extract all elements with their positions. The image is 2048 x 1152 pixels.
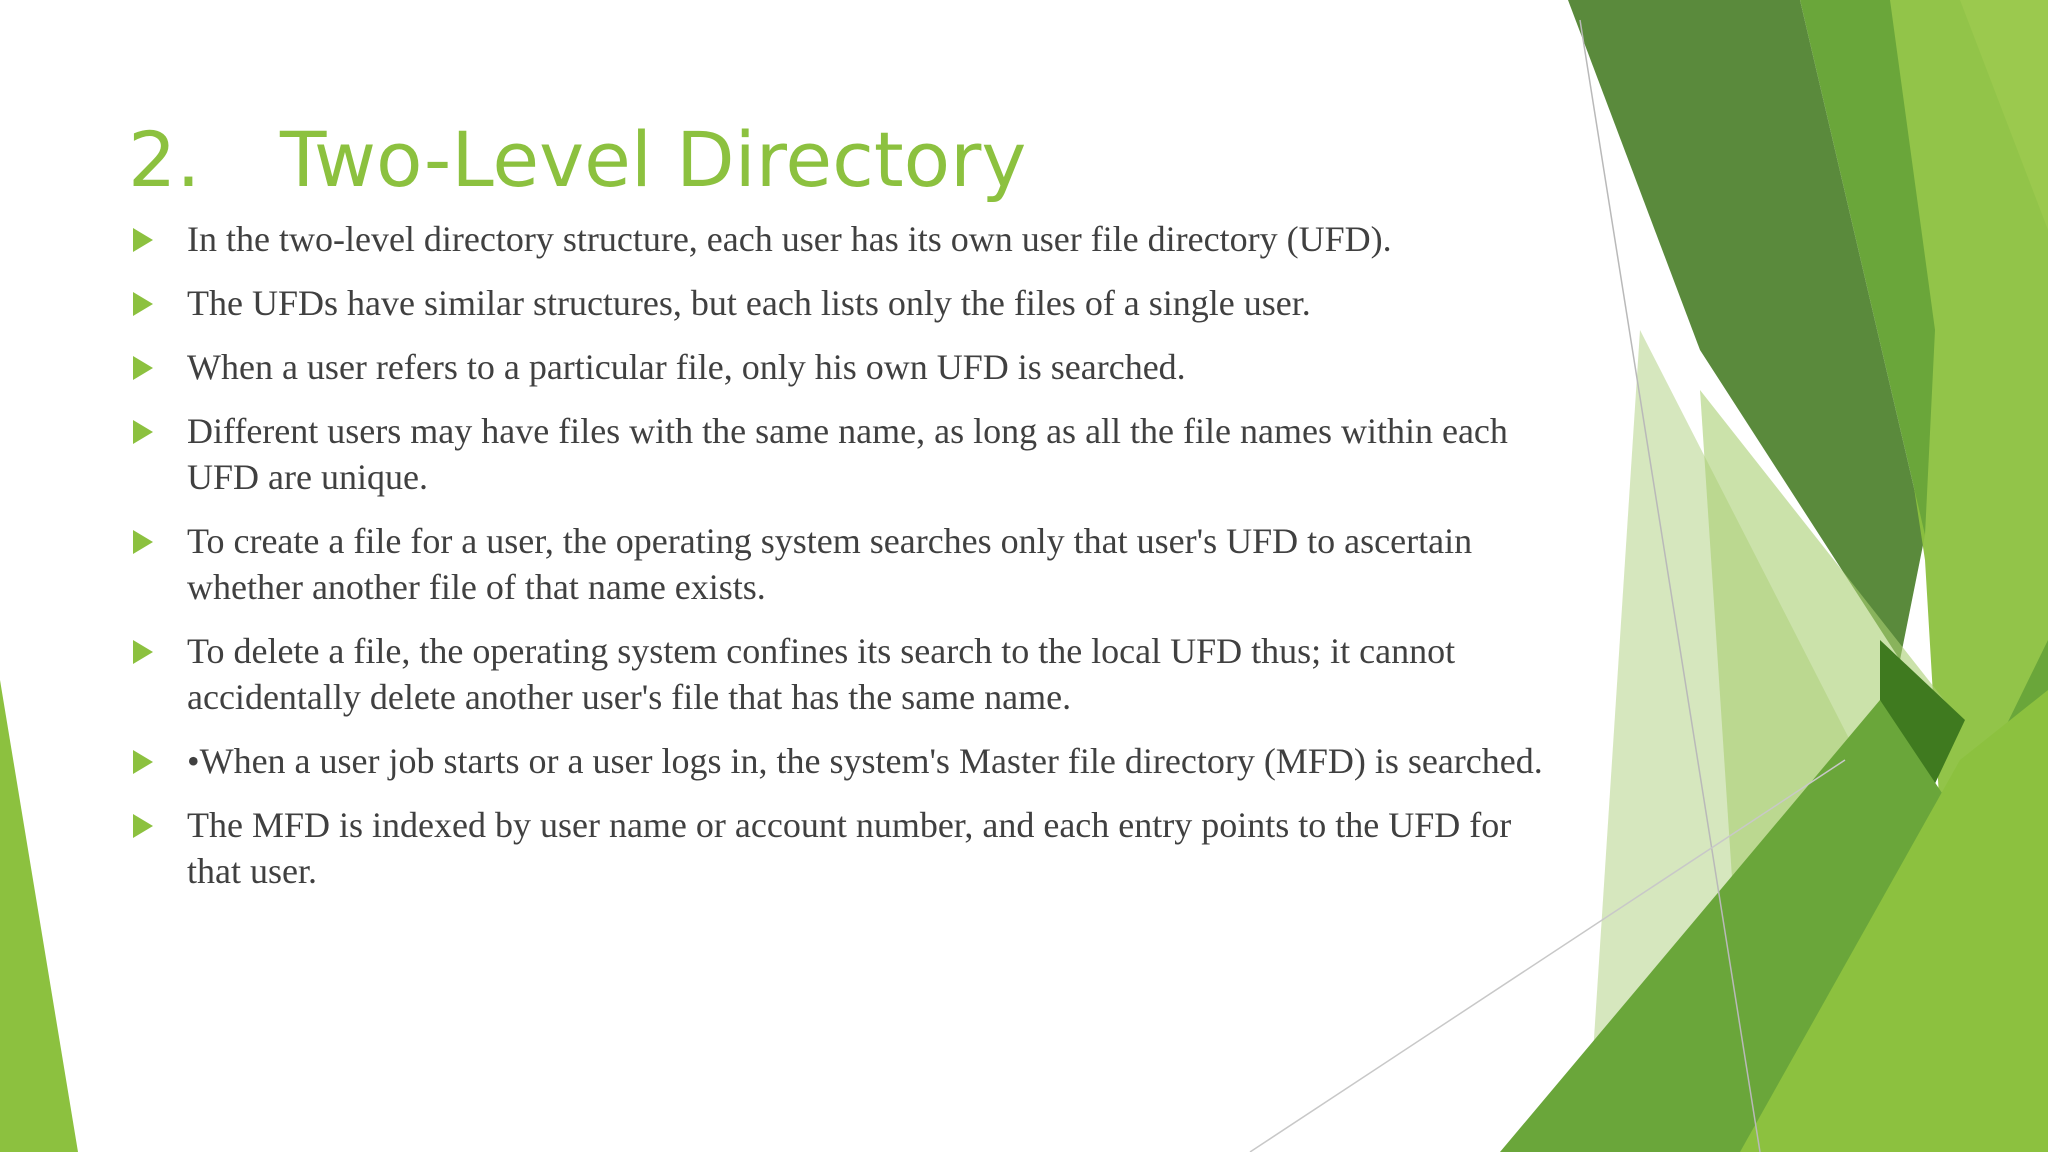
triangle-right-icon — [133, 814, 153, 838]
triangle-right-icon — [133, 356, 153, 380]
bullet-text: To delete a file, the operating system confines its search to the local UFD thus; it cannot accidentally delete another user's file that has the same name. — [187, 631, 1456, 717]
triangle-right-icon — [133, 640, 153, 664]
bullet-item — [130, 216, 1550, 262]
bullet-text: Different users may have files with the same name, as long as all the file names within each UFD are unique. — [187, 411, 1508, 497]
slide-title — [128, 112, 1026, 208]
bullet-list — [130, 216, 1550, 912]
bullet-text: The MFD is indexed by user name or account number, and each entry points to the UFD for that user. — [187, 805, 1512, 891]
title-text: Two-Level Directory — [280, 115, 1027, 204]
bullet-item — [130, 518, 1550, 610]
triangle-right-icon — [133, 292, 153, 316]
left-green-sliver — [0, 680, 78, 1152]
bullet-item — [130, 802, 1550, 894]
triangle-right-icon — [133, 228, 153, 252]
bullet-text: In the two-level directory structure, each user has its own user file directory (UFD). — [187, 219, 1392, 259]
triangle-right-icon — [133, 530, 153, 554]
bullet-text: When a user refers to a particular file, only his own UFD is searched. — [187, 347, 1186, 387]
bullet-item — [130, 280, 1550, 326]
triangle-right-icon — [133, 750, 153, 774]
bullet-item — [130, 628, 1550, 720]
triangle-right-icon — [133, 420, 153, 444]
bullet-item — [130, 738, 1550, 784]
bullet-text: The UFDs have similar structures, but each lists only the files of a single user. — [187, 283, 1311, 323]
bullet-text: •When a user job starts or a user logs in, the system's Master file directory (MFD) is searched. — [187, 741, 1543, 781]
bullet-item — [130, 408, 1550, 500]
title-number: 2. — [128, 115, 201, 204]
bullet-item — [130, 344, 1550, 390]
bullet-text: To create a file for a user, the operating system searches only that user's UFD to ascertain whether another file of that name exists. — [187, 521, 1473, 607]
